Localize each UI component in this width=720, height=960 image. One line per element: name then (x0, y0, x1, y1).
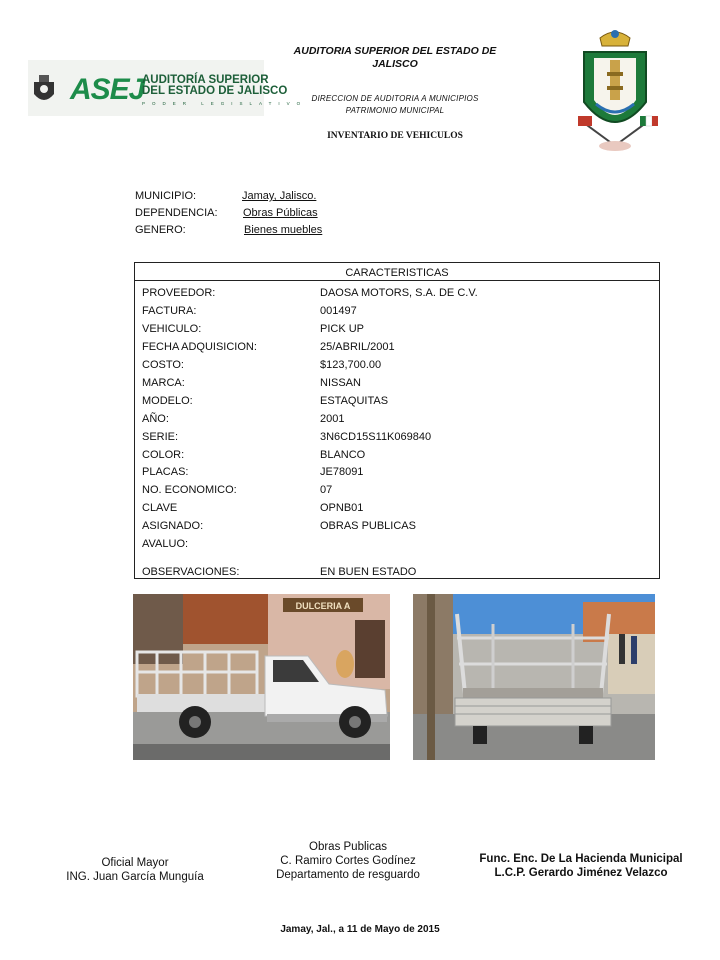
row-label: NO. ECONOMICO: (142, 484, 237, 496)
row-label: AÑO: (142, 413, 169, 425)
row-value: DAOSA MOTORS, S.A. DE C.V. (320, 287, 478, 299)
row-label: PROVEEDOR: (142, 287, 216, 299)
signature-center-dept: Departamento de resguardo (276, 869, 420, 881)
signature-left-title: Oficial Mayor (101, 857, 169, 869)
subtitle-line-1: DIRECCION DE AUDITORIA A MUNICIPIOS (311, 94, 479, 103)
asej-name (142, 75, 287, 97)
row-label: COSTO: (142, 359, 184, 371)
signature-left-name: ING. Juan García Munguía (66, 871, 204, 883)
row-value: 07 (320, 484, 333, 496)
truck-side-photo (133, 594, 390, 760)
signature-right-name: L.C.P. Gerardo Jiménez Velazco (494, 867, 668, 879)
signature-oficial-mayor (40, 856, 230, 884)
row-label: COLOR: (142, 449, 185, 461)
row-value: ESTAQUITAS (320, 395, 389, 407)
row-label: PLACAS: (142, 466, 189, 478)
row-value: OBRAS PUBLICAS (320, 520, 416, 532)
municipio-label: MUNICIPIO: (135, 190, 197, 202)
row-label: ASIGNADO: (142, 520, 204, 532)
row-label: CLAVE (142, 502, 178, 514)
row-label: VEHICULO: (142, 323, 202, 335)
row-label: FACTURA: (142, 305, 197, 317)
asej-tagline: PODER LEGISLATIVO (142, 101, 308, 106)
row-value: NISSAN (320, 377, 361, 389)
truck-side-image (133, 594, 390, 760)
genero-value: Bienes muebles (244, 224, 323, 236)
row-label: FECHA ADQUISICION: (142, 341, 257, 353)
document-date: Jamay, Jal., a 11 de Mayo de 2015 (280, 924, 440, 935)
row-label: SERIE: (142, 431, 179, 443)
row-value: EN BUEN ESTADO (320, 566, 417, 578)
asej-name-line-1: AUDITORÍA SUPERIOR (142, 74, 269, 86)
signature-obras-publicas (248, 840, 448, 882)
row-value: $123,700.00 (320, 359, 382, 371)
header-subtitle (270, 93, 520, 117)
row-value: BLANCO (320, 449, 366, 461)
row-value: JE78091 (320, 466, 364, 478)
asej-acronym: ASEJ (70, 73, 145, 106)
asej-name-line-2: DEL ESTADO DE JALISCO (142, 85, 288, 97)
row-label: OBSERVACIONES: (142, 566, 240, 578)
genero-label: GENERO: (135, 224, 186, 236)
header-title: AUDITORIA SUPERIOR DEL ESTADO DE JALISCO (293, 45, 497, 70)
truck-rear-image (413, 594, 655, 760)
inventory-title: INVENTARIO DE VEHICULOS (327, 131, 463, 141)
row-value: 25/ABRIL/2001 (320, 341, 395, 353)
signature-right-title: Func. Enc. De La Hacienda Municipal (479, 853, 683, 865)
municipio-value: Jamay, Jalisco. (242, 190, 317, 202)
row-value: 3N6CD15S11K069840 (320, 431, 432, 443)
signature-center-title: Obras Publicas (309, 841, 387, 853)
truck-rear-photo (413, 594, 655, 760)
dependencia-label: DEPENDENCIA: (135, 207, 218, 219)
row-label: MODELO: (142, 395, 193, 407)
dependencia-value: Obras Públicas (243, 207, 318, 219)
table-heading: CARACTERISTICAS (134, 262, 660, 281)
row-label: AVALUO: (142, 538, 189, 550)
shop-sign-text: DULCERIA A (295, 601, 351, 611)
row-value: OPNB01 (320, 502, 364, 514)
row-value: 2001 (320, 413, 345, 425)
state-emblem-icon (30, 72, 58, 108)
row-label: MARCA: (142, 377, 185, 389)
row-value: PICK UP (320, 323, 365, 335)
signature-hacienda (466, 852, 696, 880)
row-value: 001497 (320, 305, 357, 317)
municipal-crest-icon (570, 24, 660, 154)
signature-center-name: C. Ramiro Cortes Godínez (280, 855, 416, 867)
subtitle-line-2: PATRIMONIO MUNICIPAL (345, 106, 445, 115)
